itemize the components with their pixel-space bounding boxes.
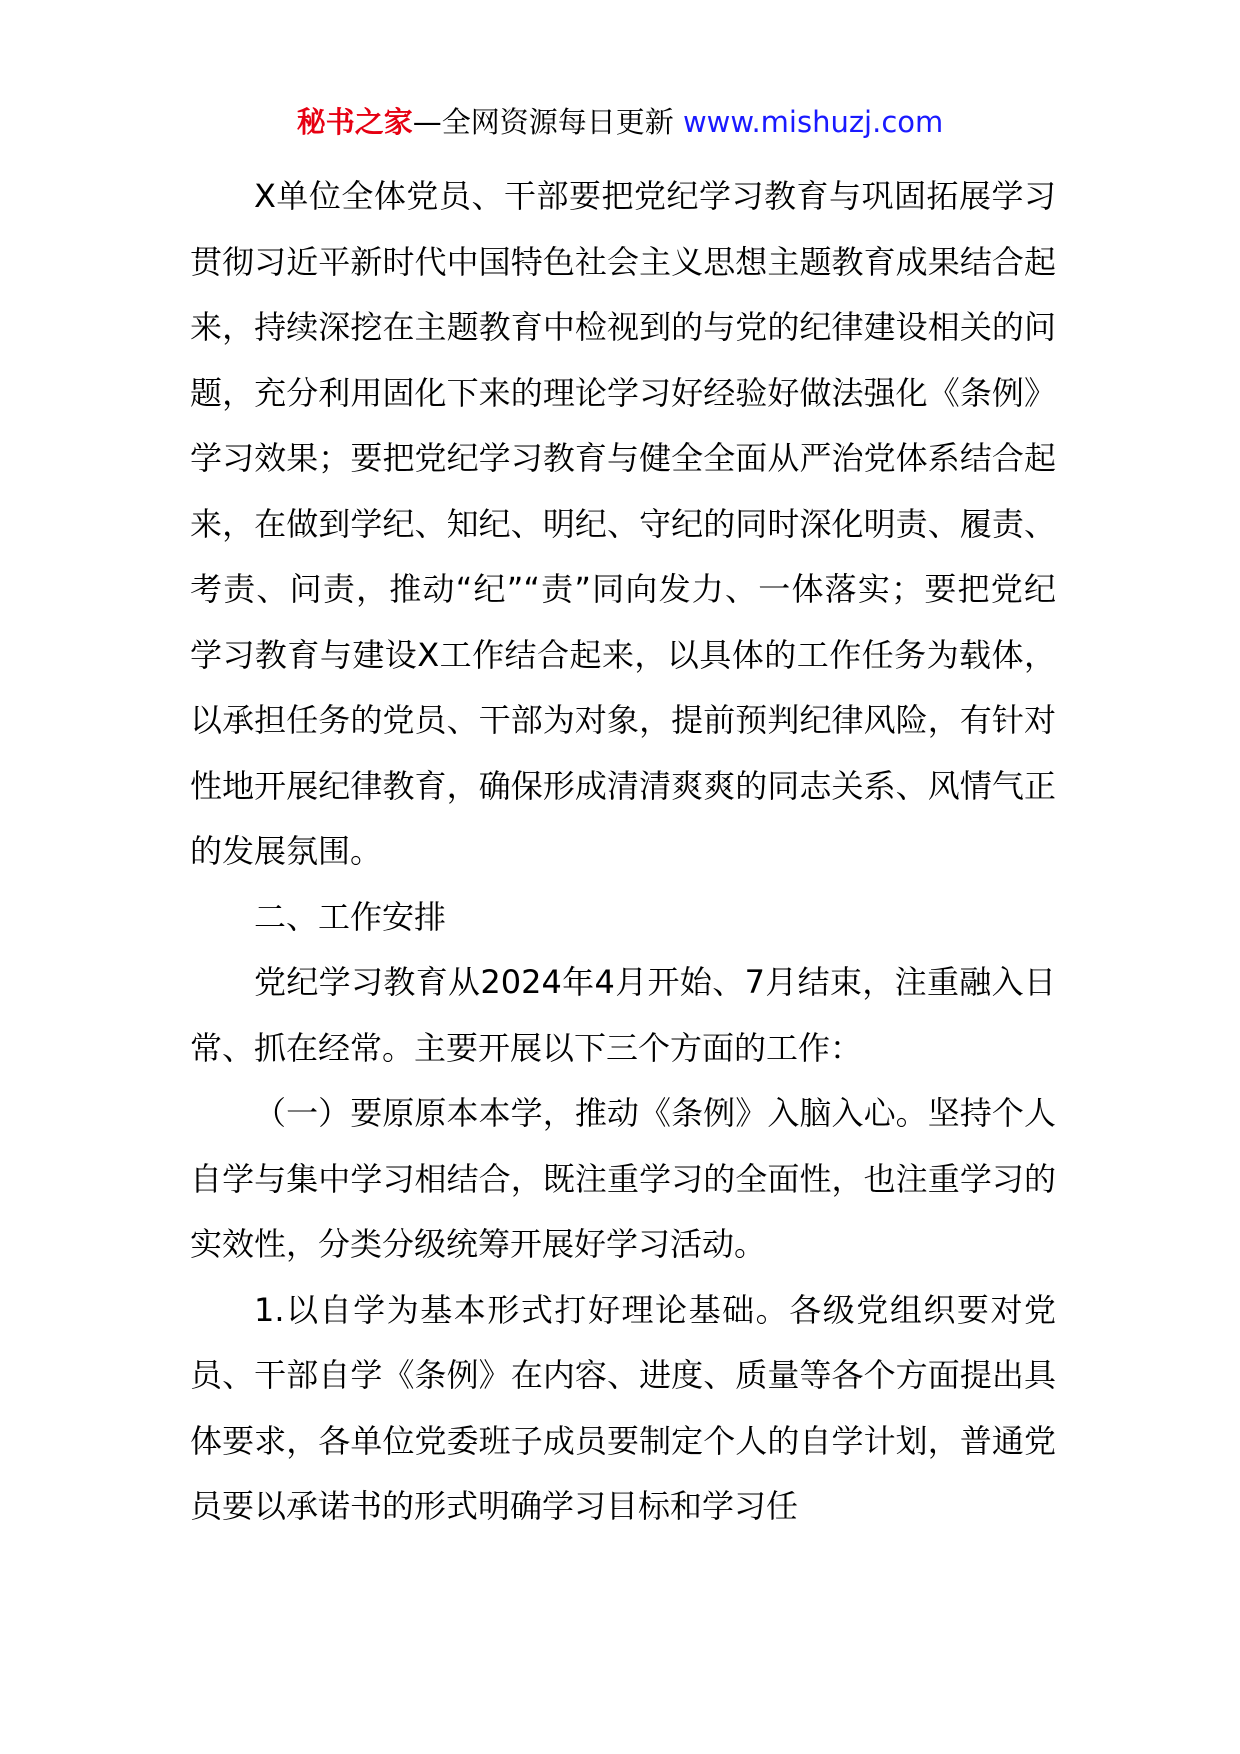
brand-name: 秘书之家: [296, 105, 413, 139]
document-body: [190, 164, 1056, 1540]
document-header: [0, 102, 1240, 142]
body-paragraph: X单位全体党员、干部要把党纪学习教育与巩固拓展学习贯彻习近平新时代中国特色社会主义思想主题教育成果结合起来，持续深挖在主题教育中检视到的与党的纪律建设相关的问题，充分利用固化下来的理论学习好经验好做法强化《条例》学习效果；要把党纪学习教育与健全全面从严治党体系结合起来，在做到学纪、知纪、明纪、守纪的同时深化明责、履责、考责、问责，推动“纪”“责”同向发力、一体落实；要把党纪学习教育与建设X工作结合起来，以具体的工作任务为载体，以承担任务的党员、干部为对象，提前预判纪律风险，有针对性地开展纪律教育，确保形成清清爽爽的同志关系、风情气正的发展氛围。: [190, 177, 1056, 870]
numbered-paragraph: 1.以自学为基本形式打好理论基础。各级党组织要对党员、干部自学《条例》在内容、进度、质量等各个方面提出具体要求，各单位党委班子成员要制定个人的自学计划，普通党员要以承诺书的形式明确学习目标和学习任: [190, 1290, 1056, 1525]
section-heading: 二、工作安排: [254, 897, 447, 936]
website-url[interactable]: www.mishuzj.com: [682, 105, 944, 139]
subsection-paragraph: （一）要原原本本学，推动《条例》入脑入心。坚持个人自学与集中学习相结合，既注重学习的全面性，也注重学习的实效性，分类分级统筹开展好学习活动。: [190, 1094, 1056, 1263]
body-paragraph: 党纪学习教育从2024年4月开始、7月结束，注重融入日常、抓在经常。主要开展以下三个方面的工作：: [190, 963, 1056, 1067]
header-tagline: —全网资源每日更新: [412, 105, 674, 139]
